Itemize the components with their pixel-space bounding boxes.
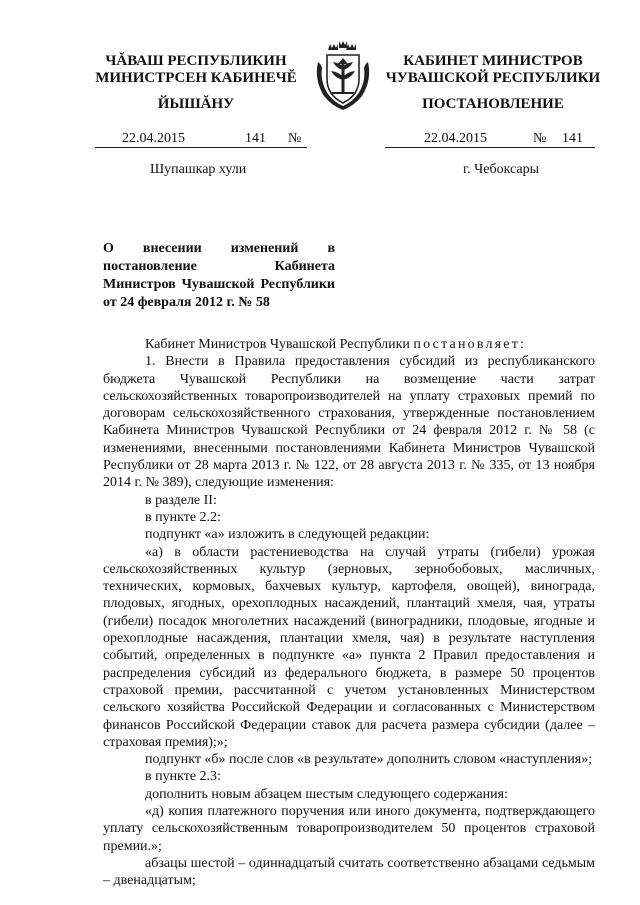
body-paragraph: подпункт «б» после слов «в результате» дополнить словом «наступления»; bbox=[145, 752, 593, 768]
body-paragraph: в пункте 2.3: bbox=[145, 769, 221, 785]
body-paragraph: «а) в области растениеводства на случай утраты (гибели) урожая сельскохозяйственных культур (зерновых, зернобобовых, масличных, технических, кормовых, бахчевых культур, картофеля, овощей), винограда, плодовых, ягодных, орехоплодных насаждений, плантаций хмеля, чая, утраты (гибели) посадок многолетних насаждений (виноградники, плодовые, ягодные и орехоплодные насаждения, плантации хмеля, чая) в результате наступления событий, определенных в подпункте «а» пункта 2 Правил предоставления и распределения субсидий из федерального бюджета, в размере 50 процентов страховой премии, рассчитанной с учетом установленных Министерством сельского хозяйства Российской Федерации и согласованных с Министерством финансов Российской Федерации ставок для расчета размера субсидии (далее – страховая премия);»; bbox=[103, 544, 595, 750]
issuer-russian-line2: ЧУВАШСКОЙ РЕСПУБЛИКИ bbox=[385, 70, 601, 86]
issuer-chuvash bbox=[92, 53, 300, 87]
issuer-russian bbox=[383, 53, 603, 87]
number-russian: 141 bbox=[562, 131, 583, 146]
body-paragraph: «д) копия платежного поручения или иного документа, подтверждающего уплату сельскохозяйственным товаропроизводителем 50 процентов страховой премии.»; bbox=[103, 804, 595, 854]
document-subject: О внесении изменений в постановление Кабинета Министров Чувашской Республики от 24 февраля 2012 г. № 58 bbox=[103, 241, 335, 310]
issuer-russian-line1: КАБИНЕТ МИНИСТРОВ bbox=[403, 53, 583, 69]
place-chuvash: Шупашкар хули bbox=[150, 162, 247, 177]
place-russian: г. Чебоксары bbox=[463, 162, 540, 177]
number-sign-russian: № bbox=[533, 131, 547, 146]
issuer-chuvash-line1: ЧĂВАШ РЕСПУБЛИКИН bbox=[105, 53, 287, 69]
doc-type-russian: ПОСТАНОВЛЕНИЕ bbox=[422, 96, 564, 112]
chuvash-coat-of-arms-icon bbox=[310, 40, 376, 112]
body-paragraph: подпункт «а» изложить в следующей редакции: bbox=[145, 527, 430, 543]
issuer-chuvash-line2: МИНИСТРСЕН КАБИНЕЧĔ bbox=[95, 70, 297, 86]
doc-type-chuvash: ЙЫШĂНУ bbox=[157, 96, 235, 112]
date-number-line-chuvash bbox=[95, 131, 307, 148]
document-body bbox=[103, 336, 595, 890]
intro-paragraph bbox=[103, 336, 595, 353]
body-paragraph: в разделе II: bbox=[145, 492, 217, 508]
date-chuvash: 22.04.2015 bbox=[122, 131, 185, 146]
number-sign-chuvash: № bbox=[288, 131, 302, 146]
body-paragraph: 1. Внести в Правила предоставления субсидий из республиканского бюджета Чувашской Республики на возмещение части затрат сельскохозяйственных товаропроизводителей на уплату страховых премий по договорам сельскохозяйственного страхования, утвержденные постановлением Кабинета Министров Чувашской Республики от 24 февраля 2012 г. № 58 (с изменениями, внесенными постановлениями Кабинета Министров Чувашской Республики от 28 марта 2013 г. № 122, от 28 августа 2013 г. № 335, от 13 ноября 2014 г. № 389), следующие изменения: bbox=[103, 354, 595, 491]
body-paragraph: дополнить новым абзацем шестым следующего содержания: bbox=[145, 786, 508, 802]
intro-resolves: постановляет: bbox=[413, 337, 527, 352]
date-russian: 22.04.2015 bbox=[424, 131, 487, 146]
date-number-line-russian bbox=[385, 131, 595, 148]
number-chuvash: 141 bbox=[245, 131, 266, 146]
intro-prefix: Кабинет Министров Чувашской Республики bbox=[145, 337, 410, 352]
body-paragraph: абзацы шестой – одиннадцатый считать соответственно абзацами седьмым – двенадцатым; bbox=[103, 855, 595, 889]
body-paragraph: в пункте 2.2: bbox=[145, 509, 221, 525]
